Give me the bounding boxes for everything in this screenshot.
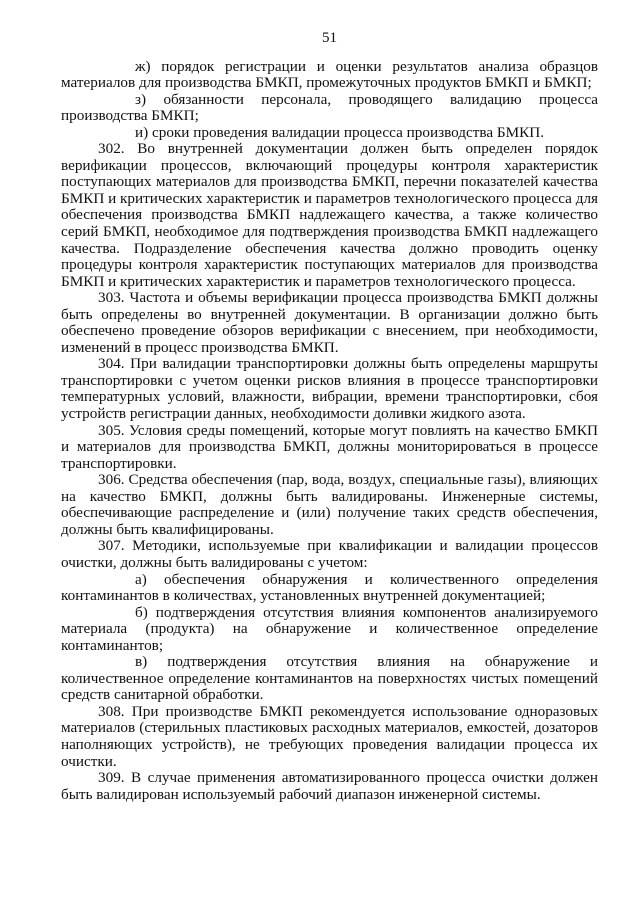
paragraph <box>61 290 598 356</box>
list-item-label: в) <box>135 653 148 671</box>
list-item-label: б) <box>135 603 148 621</box>
paragraph <box>61 538 598 571</box>
paragraph-text: 302. Во внутренней документации должен быть определен порядок верификации процессов, включающий процедуры контроля характеристик поступающих материалов для производства БМКП, перечни показателей качества БМКП и критических характеристик и параметров технологического процесса для обеспечения производства БМКП надлежащего качества, а также количество серий БМКП, необходимое для подтверждения производства БМКП надлежащего качества. Подразделение обеспечения качества должно проводить оценку процедуры контроля характеристик поступающих материалов для производства БМКП и критических характеристик и параметров технологического процесса. <box>61 140 599 290</box>
paragraph-text: подтверждения отсутствия влияния компонентов анализируемого материала (продукта) на обнаружение и количественное определение контаминантов; <box>61 603 598 654</box>
list-item <box>61 125 598 142</box>
paragraph-text: 304. При валидации транспортировки должны быть определены маршруты транспортировки с учетом оценки рисков влияния в процессе транспортировки температурных условий, влажности, вибрации, времени транспортировки, сбоя устройств регистрации данных, необходимости доливки жидкого азота. <box>61 355 598 423</box>
paragraph <box>61 423 598 473</box>
document-body <box>61 59 598 804</box>
paragraph <box>61 356 598 422</box>
paragraph-text: порядок регистрации и оценки результатов анализа образцов материалов для производства БМКП, промежуточных продуктов БМКП и БМКП; <box>61 57 598 92</box>
paragraph-text: 306. Средства обеспечения (пар, вода, воздух, специальные газы), влияющих на качество БМКП, должны быть валидированы. Инженерные системы, обеспечивающие распределение и (или) получение таких средств обеспечения, должны быть квалифицированы. <box>61 471 598 538</box>
paragraph <box>61 141 598 290</box>
list-item <box>61 572 598 605</box>
list-item <box>61 654 598 704</box>
paragraph-text: подтверждения отсутствия влияния на обнаружение и количественное определение контаминантов на поверхностях чистых помещений средств санитарной обработки. <box>61 653 599 704</box>
paragraph-text: обязанности персонала, проводящего валидацию процесса производства БМКП; <box>61 90 599 125</box>
paragraph-text: 305. Условия среды помещений, которые могут повлиять на качество БМКП и материалов для производства БМКП, должны мониторироваться в процессе транспортировки. <box>61 421 598 472</box>
paragraph-text: сроки проведения валидации процесса производства БМКП. <box>151 123 545 141</box>
paragraph-text: 308. При производстве БМКП рекомендуется использование одноразовых материалов (стерильных пластиковых расходных материалов, емкостей, дозаторов наполняющих устройств), не требующих проведения валидации процесса их очистки. <box>61 702 598 770</box>
paragraph <box>61 770 598 803</box>
list-item <box>61 605 598 655</box>
list-item <box>61 59 598 92</box>
paragraph <box>61 472 598 538</box>
page-number: 51 <box>322 30 337 46</box>
list-item-label: з) <box>135 90 147 108</box>
paragraph-text: обеспечения обнаружения и количественного определения контаминантов в количествах, установленных внутренней документацией; <box>61 570 598 605</box>
list-item-label: ж) <box>135 57 151 75</box>
list-item <box>61 92 598 125</box>
list-item-label: а) <box>135 570 147 588</box>
paragraph <box>61 704 598 770</box>
document-page <box>61 30 598 803</box>
paragraph-text: 309. В случае применения автоматизированного процесса очистки должен быть валидирован используемый рабочий диапазон инженерной системы. <box>61 769 598 803</box>
paragraph-text: 303. Частота и объемы верификации процесса производства БМКП должны быть определены во внутренней документации. В организации должно быть обеспечено проведение обзоров верификации с внесением, при необходимости, изменений в процесс производства БМКП. <box>61 289 598 356</box>
list-item-label: и) <box>135 123 149 141</box>
paragraph-text: 307. Методики, используемые при квалификации и валидации процессов очистки, должны быть валидированы с учетом: <box>61 537 598 571</box>
